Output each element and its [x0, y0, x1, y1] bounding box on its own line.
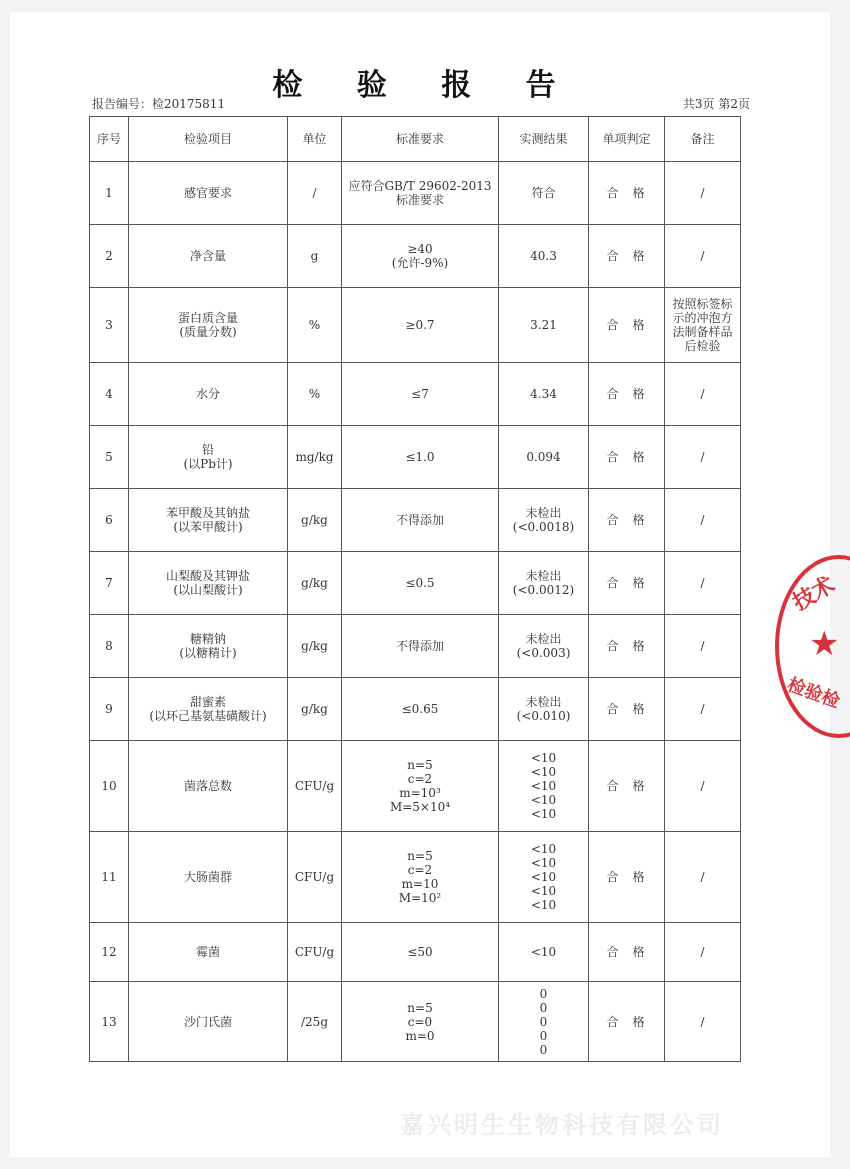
- measured-result-line: 0: [539, 986, 548, 1001]
- table-row: [90, 288, 741, 363]
- item-name-cell: [129, 489, 288, 552]
- remarks-line: /: [700, 945, 705, 959]
- remarks-cell: [665, 678, 741, 741]
- remarks-line: /: [700, 249, 705, 263]
- row-number-cell: 9: [90, 678, 129, 741]
- remarks-line: /: [700, 779, 705, 793]
- standard-requirement-line: n=5: [407, 1000, 433, 1015]
- stamp-star-icon: ★: [809, 624, 840, 664]
- inspection-table: [89, 116, 741, 1062]
- remarks-line: /: [700, 870, 705, 884]
- row-number-cell: 1: [90, 162, 129, 225]
- standard-requirement-cell: [342, 162, 499, 225]
- item-name-cell: [129, 615, 288, 678]
- item-name-cell: [129, 923, 288, 982]
- row-number-cell: 11: [90, 832, 129, 923]
- stamp-text-bottom: 检验检: [784, 674, 843, 713]
- header-cell: 实测结果: [499, 117, 589, 162]
- standard-requirement-cell: [342, 426, 499, 489]
- measured-result-line: 0: [539, 1000, 548, 1015]
- row-number-cell: 7: [90, 552, 129, 615]
- measured-result-line: <10: [530, 793, 557, 807]
- standard-requirement-cell: [342, 678, 499, 741]
- unit-cell: mg/kg: [288, 426, 342, 489]
- row-number-cell: 10: [90, 741, 129, 832]
- item-name-line: 糖精钠: [189, 632, 226, 646]
- judgement-cell: 合格: [589, 615, 665, 678]
- judgement-cell: 合格: [589, 741, 665, 832]
- item-name-cell: [129, 288, 288, 363]
- standard-requirement-line: ≤7: [411, 387, 429, 401]
- judgement-cell: 合格: [589, 982, 665, 1062]
- measured-result-line: <10: [530, 945, 557, 959]
- standard-requirement-line: (允许-9%): [391, 256, 449, 270]
- item-name-line: 山梨酸及其钾盐: [165, 569, 250, 583]
- header-cell: 单项判定: [589, 117, 665, 162]
- item-name-cell: [129, 982, 288, 1062]
- standard-requirement-line: ≥0.7: [405, 318, 435, 332]
- judgement-cell: 合格: [589, 832, 665, 923]
- remarks-cell: [665, 363, 741, 426]
- unit-cell: CFU/g: [288, 923, 342, 982]
- standard-requirement-cell: [342, 288, 499, 363]
- standard-requirement-line: m=10³: [399, 786, 441, 800]
- measured-result-line: 4.34: [530, 387, 557, 401]
- unit-cell: %: [288, 288, 342, 363]
- measured-result-line: (<0.010): [516, 709, 571, 723]
- measured-result-line: <10: [530, 751, 557, 765]
- remarks-cell: [665, 741, 741, 832]
- table-row: [90, 552, 741, 615]
- item-name-line: 铅: [201, 443, 214, 457]
- item-name-cell: [129, 832, 288, 923]
- remarks-line: /: [700, 1014, 705, 1029]
- remarks-line: /: [700, 450, 705, 464]
- header-cell: 检验项目: [129, 117, 288, 162]
- page-indicator: 共3页 第2页: [682, 97, 750, 111]
- judgement-cell: 合格: [589, 225, 665, 288]
- table-row: [90, 162, 741, 225]
- item-name-line: (以苯甲酸计): [173, 520, 243, 534]
- item-name-line: (质量分数): [179, 325, 237, 339]
- measured-result-cell: [499, 363, 589, 426]
- judgement-cell: 合格: [589, 363, 665, 426]
- table-row: [90, 741, 741, 832]
- standard-requirement-line: ≤1.0: [405, 450, 435, 464]
- standard-requirement-line: 不得添加: [395, 639, 444, 653]
- judgement-cell: 合格: [589, 678, 665, 741]
- item-name-cell: [129, 552, 288, 615]
- measured-result-cell: [499, 426, 589, 489]
- unit-cell: /25g: [288, 982, 342, 1062]
- table-row: [90, 678, 741, 741]
- measured-result-line: 0: [539, 1028, 548, 1043]
- standard-requirement-line: M=5×10⁴: [389, 800, 451, 814]
- judgement-cell: 合格: [589, 162, 665, 225]
- remarks-cell: [665, 552, 741, 615]
- table-row: [90, 832, 741, 923]
- item-name-cell: [129, 162, 288, 225]
- row-number-cell: 8: [90, 615, 129, 678]
- measured-result-line: <10: [530, 856, 557, 870]
- measured-result-line: <10: [530, 884, 557, 898]
- remarks-cell: [665, 615, 741, 678]
- standard-requirement-line: ≤0.65: [401, 702, 439, 716]
- standard-requirement-line: M=10²: [398, 891, 442, 905]
- standard-requirement-line: ≥40: [407, 242, 433, 256]
- standard-requirement-cell: [342, 982, 499, 1062]
- table-row: [90, 489, 741, 552]
- item-name-line: 净含量: [189, 249, 226, 263]
- header-cell: 标准要求: [342, 117, 499, 162]
- measured-result-cell: [499, 982, 589, 1062]
- row-number-cell: 5: [90, 426, 129, 489]
- remarks-cell: [665, 288, 741, 363]
- item-name-line: 菌落总数: [183, 779, 232, 793]
- item-name-cell: [129, 426, 288, 489]
- measured-result-cell: [499, 288, 589, 363]
- table-body: [90, 162, 741, 1062]
- standard-requirement-line: c=2: [407, 772, 433, 786]
- report-number: 报告编号：检20175811: [92, 97, 226, 111]
- remarks-line: 法制备样品: [672, 325, 733, 339]
- unit-cell: CFU/g: [288, 832, 342, 923]
- row-number-cell: 2: [90, 225, 129, 288]
- measured-result-line: <10: [530, 765, 557, 779]
- table-row: [90, 363, 741, 426]
- item-name-cell: [129, 363, 288, 426]
- measured-result-line: 0.094: [526, 450, 561, 464]
- standard-requirement-cell: [342, 552, 499, 615]
- measured-result-line: 未检出: [525, 569, 562, 583]
- table-row: [90, 225, 741, 288]
- standard-requirement-line: 不得添加: [395, 513, 444, 527]
- remarks-line: 示的冲泡方: [672, 311, 733, 325]
- item-name-line: (以Pb计): [183, 457, 233, 471]
- measured-result-line: <10: [530, 779, 557, 793]
- standard-requirement-cell: [342, 741, 499, 832]
- standard-requirement-cell: [342, 923, 499, 982]
- item-name-cell: [129, 225, 288, 288]
- standard-requirement-line: m=0: [405, 1028, 435, 1043]
- standard-requirement-cell: [342, 832, 499, 923]
- standard-requirement-cell: [342, 489, 499, 552]
- item-name-line: (以山梨酸计): [173, 583, 243, 597]
- item-name-line: 甜蜜素: [189, 695, 226, 709]
- watermark-footer: 嘉兴明生生物科技有限公司: [400, 1111, 724, 1139]
- measured-result-line: <10: [530, 807, 557, 821]
- row-number-cell: 12: [90, 923, 129, 982]
- measured-result-line: (<0.0018): [512, 520, 575, 534]
- item-name-cell: [129, 741, 288, 832]
- item-name-line: 感官要求: [183, 186, 232, 200]
- remarks-cell: [665, 832, 741, 923]
- table-row: [90, 982, 741, 1062]
- measured-result-cell: [499, 923, 589, 982]
- row-number-cell: 13: [90, 982, 129, 1062]
- standard-requirement-cell: [342, 363, 499, 426]
- measured-result-line: 未检出: [525, 695, 562, 709]
- judgement-cell: 合格: [589, 489, 665, 552]
- measured-result-line: (<0.0012): [512, 583, 575, 597]
- remarks-line: /: [700, 513, 705, 527]
- item-name-line: 大肠菌群: [183, 870, 232, 884]
- standard-requirement-line: c=0: [407, 1014, 433, 1029]
- standard-requirement-line: n=5: [407, 849, 433, 863]
- item-name-line: 苯甲酸及其钠盐: [165, 506, 250, 520]
- standard-requirement-cell: [342, 615, 499, 678]
- item-name-cell: [129, 678, 288, 741]
- measured-result-line: 未检出: [525, 632, 562, 646]
- unit-cell: %: [288, 363, 342, 426]
- measured-result-cell: [499, 225, 589, 288]
- judgement-cell: 合格: [589, 923, 665, 982]
- measured-result-line: 0: [539, 1042, 548, 1057]
- judgement-cell: 合格: [589, 288, 665, 363]
- standard-requirement-line: c=2: [407, 863, 433, 877]
- row-number-cell: 3: [90, 288, 129, 363]
- measured-result-cell: [499, 615, 589, 678]
- item-name-line: (以环己基氨基磺酸计): [149, 709, 267, 723]
- unit-cell: g/kg: [288, 552, 342, 615]
- unit-cell: g/kg: [288, 489, 342, 552]
- measured-result-line: <10: [530, 870, 557, 884]
- remarks-cell: [665, 162, 741, 225]
- standard-requirement-cell: [342, 225, 499, 288]
- measured-result-cell: [499, 552, 589, 615]
- measured-result-line: 0: [539, 1014, 548, 1029]
- item-name-line: 霉菌: [195, 945, 220, 959]
- remarks-cell: [665, 923, 741, 982]
- report-title: 检 验 报 告: [272, 68, 578, 103]
- table-row: [90, 923, 741, 982]
- remarks-line: /: [700, 702, 705, 716]
- item-name-line: 水分: [195, 387, 220, 401]
- remarks-line: 按照标签标: [672, 297, 733, 311]
- measured-result-line: 符合: [531, 186, 556, 200]
- remarks-line: /: [700, 186, 705, 200]
- remarks-cell: [665, 225, 741, 288]
- measured-result-cell: [499, 489, 589, 552]
- row-number-cell: 4: [90, 363, 129, 426]
- unit-cell: g/kg: [288, 615, 342, 678]
- remarks-line: 后检验: [684, 339, 721, 353]
- item-name-line: 蛋白质含量: [177, 311, 238, 325]
- standard-requirement-line: ≤0.5: [405, 576, 435, 590]
- remarks-cell: [665, 982, 741, 1062]
- standard-requirement-line: n=5: [407, 758, 433, 772]
- remarks-line: /: [700, 639, 705, 653]
- measured-result-line: 未检出: [525, 506, 562, 520]
- header-cell: 单位: [288, 117, 342, 162]
- measured-result-line: (<0.003): [516, 646, 571, 660]
- measured-result-cell: [499, 832, 589, 923]
- header-cell: 序号: [90, 117, 129, 162]
- standard-requirement-line: 标准要求: [395, 193, 444, 207]
- unit-cell: g: [288, 225, 342, 288]
- standard-requirement-line: ≤50: [407, 945, 433, 959]
- measured-result-line: 3.21: [530, 318, 557, 332]
- standard-requirement-line: m=10: [401, 877, 439, 891]
- item-name-line: (以糖精计): [179, 646, 237, 660]
- measured-result-line: 40.3: [530, 249, 557, 263]
- measured-result-cell: [499, 741, 589, 832]
- standard-requirement-line: 应符合GB/T 29602-2013: [348, 179, 492, 193]
- judgement-cell: 合格: [589, 552, 665, 615]
- header-cell: 备注: [665, 117, 741, 162]
- measured-result-line: <10: [530, 842, 557, 856]
- measured-result-line: <10: [530, 898, 557, 912]
- measured-result-cell: [499, 162, 589, 225]
- judgement-cell: 合格: [589, 426, 665, 489]
- remarks-line: /: [700, 576, 705, 590]
- remarks-cell: [665, 489, 741, 552]
- remarks-cell: [665, 426, 741, 489]
- table-row: [90, 426, 741, 489]
- table-row: [90, 615, 741, 678]
- table-header-row: [90, 117, 741, 162]
- unit-cell: /: [288, 162, 342, 225]
- unit-cell: CFU/g: [288, 741, 342, 832]
- row-number-cell: 6: [90, 489, 129, 552]
- remarks-line: /: [700, 387, 705, 401]
- item-name-line: 沙门氏菌: [183, 1014, 232, 1029]
- unit-cell: g/kg: [288, 678, 342, 741]
- stamp-text-top: 技术: [788, 571, 840, 617]
- measured-result-cell: [499, 678, 589, 741]
